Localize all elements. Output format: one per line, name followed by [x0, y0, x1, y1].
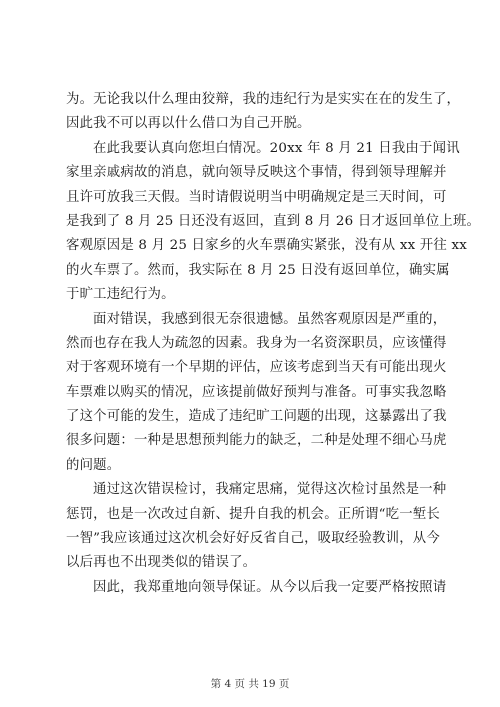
paragraph-start-line: 因此，我郑重地向领导保证。从今以后我一定要严格按照请 [93, 579, 447, 595]
text-line: 惩罚，也是一次改过自新、提升自我的机会。正所谓“吃一堑长 [66, 506, 440, 522]
text-line: 然而也存在我人为疏忽的因素。我身为一名资深职员，应该懂得 [66, 335, 447, 351]
paragraph-start-line: 面对错误，我感到很无奈很遗憾。虽然客观原因是严重的， [93, 311, 447, 327]
document-body [66, 88, 481, 600]
text-line: 客观原因是 8 月 25 日家乡的火车票确实紧张，没有从 xx 开往 xx [66, 238, 467, 254]
text-line: 了这个可能的发生，造成了违纪旷工问题的出现，这暴露出了我 [66, 409, 447, 425]
text-line: 且许可放我三天假。当时请假说明当中明确规定是三天时间，可 [66, 189, 447, 205]
text-line: 的火车票了。然而，我实际在 8 月 25 日没有返回单位，确实属 [66, 262, 450, 278]
text-line: 一智”我应该通过这次机会好好反省自己，吸取经验教训，从今 [66, 531, 440, 547]
text-line: 车票难以购买的情况，应该提前做好预判与准备。可事实我忽略 [66, 384, 447, 400]
text-line: 为。无论我以什么理由狡辩，我的违纪行为是实实在在的发生了， [66, 92, 461, 107]
page-footer: 第 4 页 共 19 页 [210, 678, 290, 690]
paragraph-start-line: 在此我要认真向您坦白情况。20xx 年 8 月 21 日我由于闻讯 [93, 140, 460, 156]
text-line: 的问题。 [66, 457, 121, 473]
text-line: 是我到了 8 月 25 日还没有返回，直到 8 月 26 日才返回单位上班。 [66, 213, 481, 229]
text-line: 很多问题：一种是思想预判能力的缺乏，二种是处理不细心马虎 [66, 433, 447, 449]
text-line: 于旷工违纪行为。 [66, 287, 175, 303]
text-line: 因此我不可以再以什么借口为自己开脱。 [66, 116, 311, 132]
text-line: 对于客观环境有一个早期的评估，应该考虑到当天有可能出现火 [66, 360, 447, 376]
text-line: 家里亲戚病故的消息，就向领导反映这个事情，得到领导理解并 [66, 165, 447, 181]
text-line: 以后再也不出现类似的错误了。 [66, 555, 257, 571]
paragraph-start-line: 通过这次错误检讨，我痛定思痛，觉得这次检讨虽然是一种 [93, 482, 447, 498]
